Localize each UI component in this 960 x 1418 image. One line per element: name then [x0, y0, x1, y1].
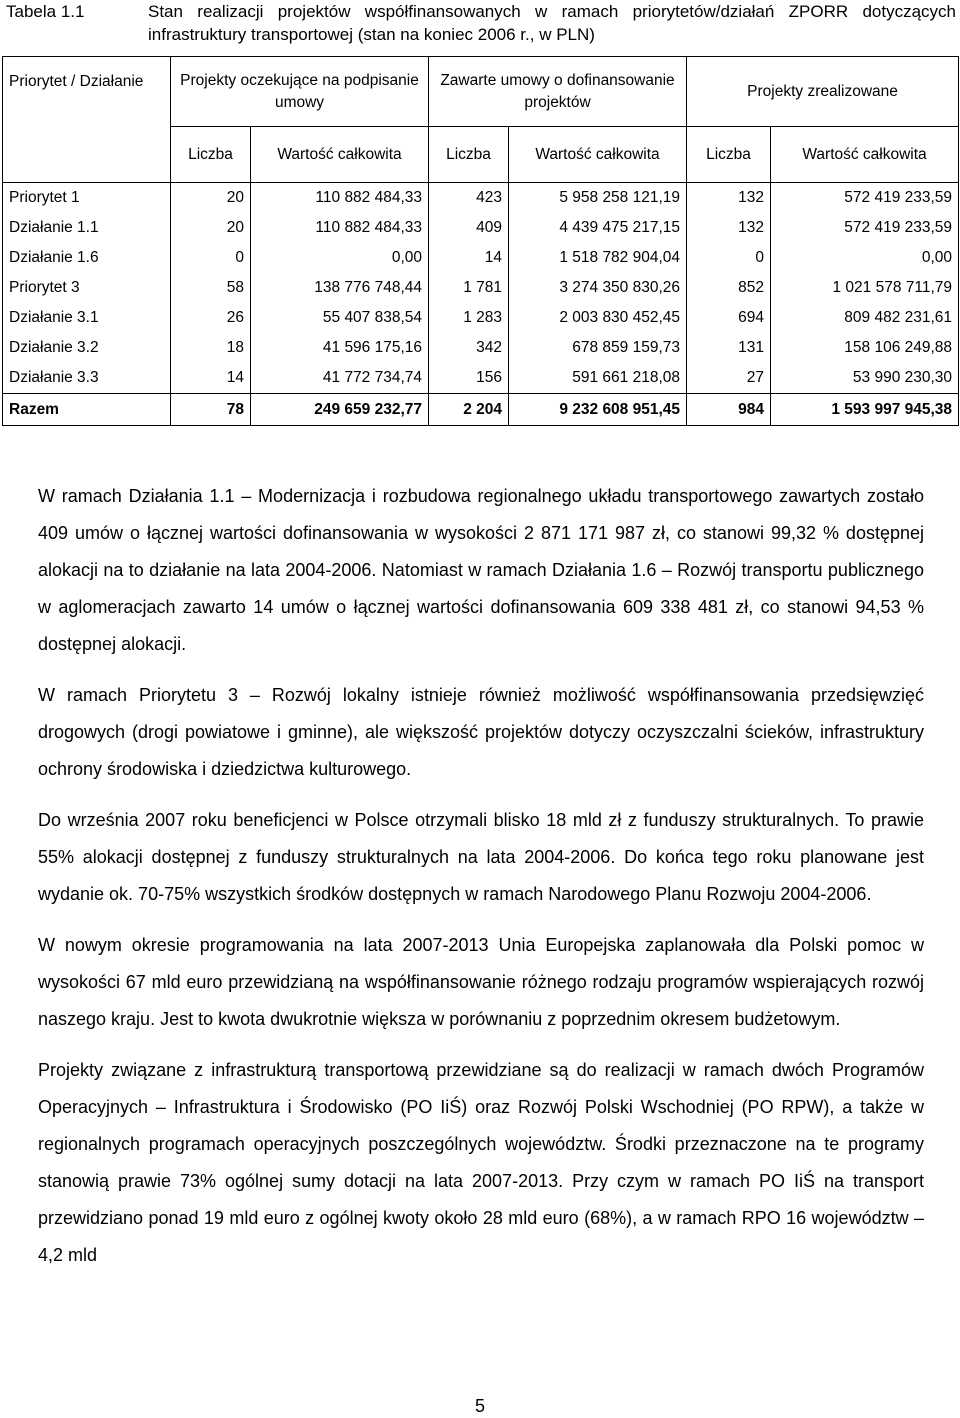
cell-value: 591 661 218,08	[509, 363, 687, 394]
paragraph: Do września 2007 roku beneficjenci w Polsce otrzymali blisko 18 mld zł z funduszy strukturalnych. To prawie 55% alokacji dostępnej z funduszy strukturalnych na lata 2004-2006. Do końca tego roku planowane jest wydanie ok. 70-75% wszystkich środków dostępnych w ramach Narodowego Planu Rozwoju 2004-2006.	[38, 810, 924, 904]
paragraph: W ramach Działania 1.1 – Modernizacja i rozbudowa regionalnego układu transportowego zawartych zostało 409 umów o łącznej wartości dofinansowania w wysokości 2 871 171 987 zł, co stanowi 99,32 % dostępnej alokacji na to działanie na lata 2004-2006. Natomiast w ramach Działania 1.6 – Rozwój transportu publicznego w aglomeracjach zawarto 14 umów o łącznej wartości dofinansowania 609 338 481 zł, co stanowi 94,53 % dostępnej alokacji.	[38, 486, 924, 654]
row-name: Działanie 3.3	[3, 363, 171, 394]
row-name: Razem	[3, 394, 171, 426]
table-label: Tabela 1.1	[6, 2, 85, 21]
cell-count: 132	[687, 213, 771, 243]
cell-value: 809 482 231,61	[771, 303, 959, 333]
header-count: Liczba	[687, 127, 771, 183]
cell-value: 572 419 233,59	[771, 183, 959, 214]
cell-value: 9 232 608 951,45	[509, 394, 687, 426]
cell-count: 132	[687, 183, 771, 214]
header-value: Wartość całkowita	[251, 127, 429, 183]
cell-count: 27	[687, 363, 771, 394]
header-priority: Priorytet / Działanie	[3, 57, 171, 183]
cell-count: 26	[171, 303, 251, 333]
table-title: Stan realizacji projektów współfinansowanych w ramach priorytetów/działań ZPORR dotyczących infrastruktury transportowej (stan na koniec 2006 r., w PLN)	[148, 2, 956, 44]
cell-value: 249 659 232,77	[251, 394, 429, 426]
cell-count: 20	[171, 183, 251, 214]
header-group-pending: Projekty oczekujące na podpisanie umowy	[171, 57, 429, 127]
cell-count: 20	[171, 213, 251, 243]
cell-value: 4 439 475 217,15	[509, 213, 687, 243]
cell-value: 158 106 249,88	[771, 333, 959, 363]
page-number: 5	[474, 1396, 485, 1416]
cell-count: 131	[687, 333, 771, 363]
paragraph: W nowym okresie programowania na lata 2007-2013 Unia Europejska zaplanowała dla Polski pomoc w wysokości 67 mld euro przewidzianą na współfinansowanie różnego rodzaju programów wspierających rozwój naszego kraju. Jest to kwota dwukrotnie większa w porównaniu z poprzednim okresem budżetowym.	[38, 935, 924, 1029]
table-row	[3, 363, 959, 394]
cell-value: 138 776 748,44	[251, 273, 429, 303]
cell-value: 110 882 484,33	[251, 183, 429, 214]
cell-value: 5 958 258 121,19	[509, 183, 687, 214]
data-table	[2, 56, 959, 426]
table-row	[3, 243, 959, 273]
paragraph: Projekty związane z infrastrukturą transportową przewidziane są do realizacji w ramach dwóch Programów Operacyjnych – Infrastruktura i Środowisko (PO IiŚ) oraz Rozwój Polski Wschodniej (PO RPW), a także w regionalnych programach operacyjnych poszczególnych województw. Środki przeznaczone na te programy stanowią prawie 73% ogólnej sumy dotacji na lata 2007-2013. Przy czym w ramach PO IiŚ na transport przewidziano ponad 19 mld euro z ogólnej kwoty około 28 mld euro (68%), a w ramach RPO 16 województw – 4,2 mld	[38, 1060, 924, 1265]
table-row	[3, 273, 959, 303]
cell-value: 1 518 782 904,04	[509, 243, 687, 273]
body-text	[38, 478, 924, 1288]
cell-count: 342	[429, 333, 509, 363]
row-name: Działanie 3.2	[3, 333, 171, 363]
table-row	[3, 333, 959, 363]
row-name: Działanie 1.1	[3, 213, 171, 243]
header-group-completed: Projekty zrealizowane	[687, 57, 959, 127]
cell-value: 1 021 578 711,79	[771, 273, 959, 303]
cell-count: 2 204	[429, 394, 509, 426]
cell-value: 55 407 838,54	[251, 303, 429, 333]
cell-value: 41 596 175,16	[251, 333, 429, 363]
table-total-row	[3, 394, 959, 426]
cell-count: 694	[687, 303, 771, 333]
header-count: Liczba	[429, 127, 509, 183]
cell-count: 0	[171, 243, 251, 273]
cell-value: 1 593 997 945,38	[771, 394, 959, 426]
cell-count: 984	[687, 394, 771, 426]
cell-value: 2 003 830 452,45	[509, 303, 687, 333]
cell-value: 53 990 230,30	[771, 363, 959, 394]
cell-value: 572 419 233,59	[771, 213, 959, 243]
row-name: Priorytet 3	[3, 273, 171, 303]
header-group-contracts: Zawarte umowy o dofinansowanie projektów	[429, 57, 687, 127]
cell-count: 0	[687, 243, 771, 273]
cell-count: 423	[429, 183, 509, 214]
table-row	[3, 183, 959, 214]
cell-value: 0,00	[251, 243, 429, 273]
cell-count: 852	[687, 273, 771, 303]
table-row	[3, 213, 959, 243]
cell-count: 14	[171, 363, 251, 394]
cell-value: 0,00	[771, 243, 959, 273]
cell-value: 678 859 159,73	[509, 333, 687, 363]
table-row	[3, 303, 959, 333]
cell-count: 18	[171, 333, 251, 363]
cell-count: 78	[171, 394, 251, 426]
cell-count: 58	[171, 273, 251, 303]
row-name: Priorytet 1	[3, 183, 171, 214]
cell-count: 1 283	[429, 303, 509, 333]
paragraph: W ramach Priorytetu 3 – Rozwój lokalny istnieje również możliwość współfinansowania przedsięwzięć drogowych (drogi powiatowe i gminne), ale większość projektów dotyczy oczyszczalni ścieków, infrastruktury ochrony środowiska i dziedzictwa kulturowego.	[38, 685, 924, 779]
cell-count: 14	[429, 243, 509, 273]
header-value: Wartość całkowita	[771, 127, 959, 183]
row-name: Działanie 3.1	[3, 303, 171, 333]
row-name: Działanie 1.6	[3, 243, 171, 273]
cell-count: 409	[429, 213, 509, 243]
header-value: Wartość całkowita	[509, 127, 687, 183]
cell-value: 41 772 734,74	[251, 363, 429, 394]
cell-count: 1 781	[429, 273, 509, 303]
header-count: Liczba	[171, 127, 251, 183]
cell-value: 3 274 350 830,26	[509, 273, 687, 303]
cell-count: 156	[429, 363, 509, 394]
cell-value: 110 882 484,33	[251, 213, 429, 243]
